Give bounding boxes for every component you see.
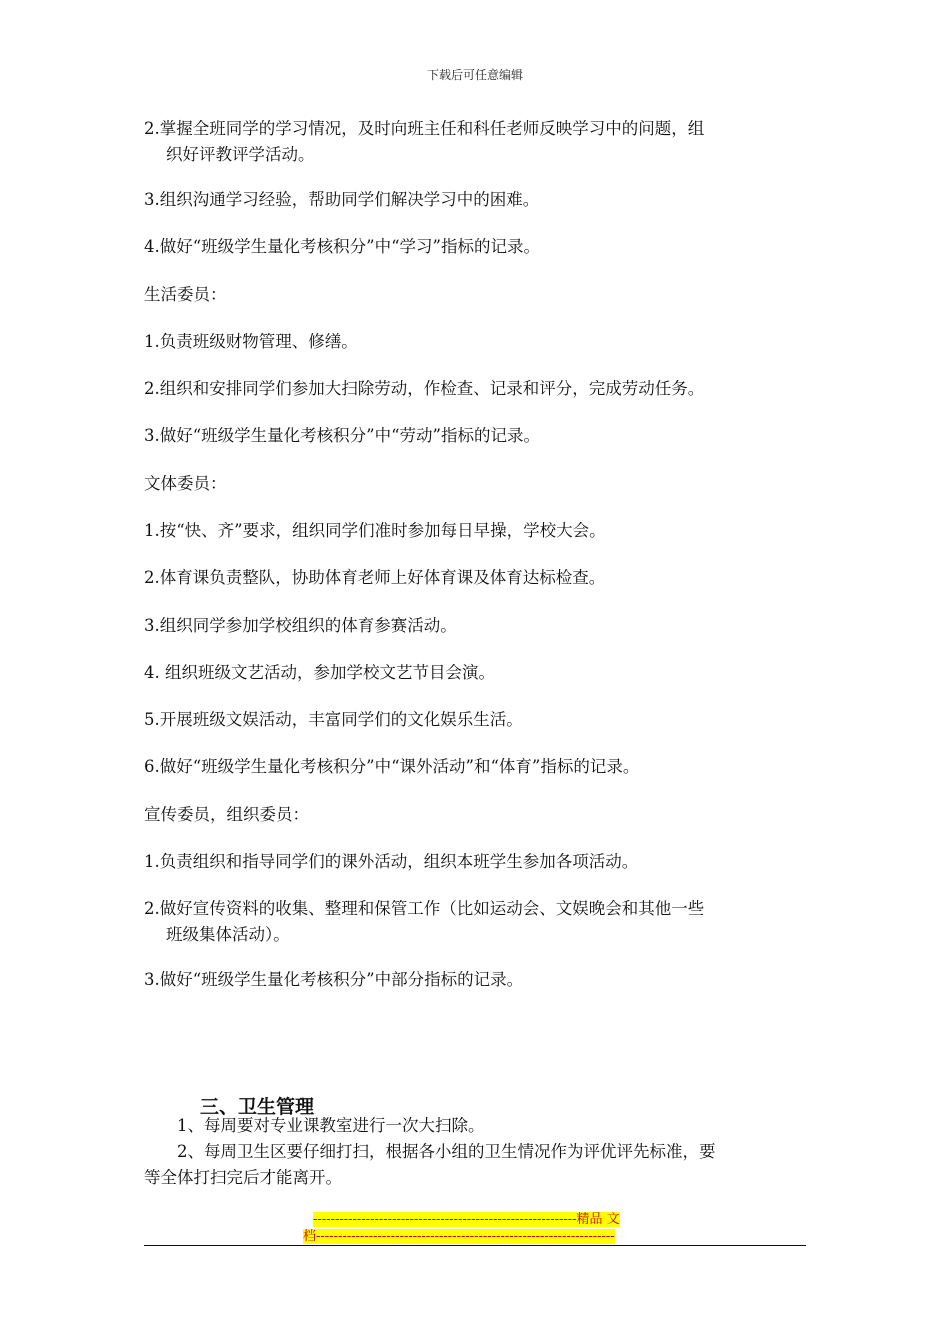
section-item: 2、每周卫生区要仔细打扫，根据各小组的卫生情况作为评优评先标准，要: [177, 1142, 716, 1161]
list-item: [144, 376, 806, 402]
section-item: 1、每周要对专业课教室进行一次大扫除。: [177, 1116, 485, 1135]
footer-divider: [144, 1245, 806, 1246]
list-item: [144, 187, 806, 213]
paragraph-line: 宣传委员，组织委员：: [144, 805, 309, 824]
list-item: [144, 754, 806, 780]
paragraph-line: 1.负责班级财物管理、修缮。: [144, 332, 358, 351]
list-item: [144, 967, 806, 993]
paragraph-line: 4. 组织班级文艺活动，参加学校文艺节目会演。: [144, 663, 495, 682]
paragraph-line: 6.做好“班级学生量化考核积分”中“课外活动”和“体育”指标的记录。: [144, 757, 640, 776]
list-item: [144, 234, 806, 260]
footer-watermark: [303, 1211, 648, 1245]
footer-line: 档--------------------------------------------------------------------: [303, 1229, 615, 1244]
list-item: [144, 613, 806, 639]
paragraph-line: 生活委员：: [144, 285, 227, 304]
footer-line: ------------------------------------------------------------精品 文: [313, 1212, 620, 1227]
list-item: [144, 116, 806, 168]
paragraph-line: 3.做好“班级学生量化考核积分”中“劳动”指标的记录。: [144, 426, 540, 445]
role-heading: [144, 282, 806, 308]
paragraph-line: 1.负责组织和指导同学们的课外活动，组织本班学生参加各项活动。: [144, 852, 639, 871]
paragraph-line: 2.体育课负责整队，协助体育老师上好体育课及体育达标检查。: [144, 568, 606, 587]
list-item: [144, 849, 806, 875]
paragraph-line: 2.做好宣传资料的收集、整理和保管工作（比如运动会、文娱晚会和其他一些: [144, 899, 705, 918]
paragraph-line: 3.组织沟通学习经验，帮助同学们解决学习中的困难。: [144, 190, 540, 209]
paragraph-line: 文体委员：: [144, 474, 227, 493]
paragraph-line: 1.按“快、齐”要求，组织同学们准时参加每日早操，学校大会。: [144, 521, 606, 540]
list-item: [144, 565, 806, 591]
list-item: [144, 423, 806, 449]
paragraph-line-continued: 织好评教评学活动。: [166, 145, 315, 164]
list-item: [144, 707, 806, 733]
paragraph-line: 3.组织同学参加学校组织的体育参赛活动。: [144, 616, 457, 635]
paragraph-line: 4.做好“班级学生量化考核积分”中“学习”指标的记录。: [144, 237, 540, 256]
role-heading: [144, 471, 806, 497]
list-item: [144, 329, 806, 355]
list-item: [144, 660, 806, 686]
list-item: [144, 896, 806, 948]
section-title: 三、卫生管理: [200, 1096, 315, 1118]
section-item-continued: 等全体打扫完后才能离开。: [144, 1168, 342, 1187]
paragraph-line: 5.开展班级文娱活动，丰富同学们的文化娱乐生活。: [144, 710, 523, 729]
list-item: [144, 518, 806, 544]
paragraph-line-continued: 班级集体活动）。: [166, 925, 290, 944]
role-heading: [144, 802, 806, 828]
page-header: 下载后可任意编辑: [426, 68, 523, 82]
paragraph-line: 3.做好“班级学生量化考核积分”中部分指标的记录。: [144, 970, 524, 989]
paragraph-line: 2.掌握全班同学的学习情况，及时向班主任和科任老师反映学习中的问题，组: [144, 119, 705, 138]
paragraph-line: 2.组织和安排同学们参加大扫除劳动，作检查、记录和评分，完成劳动任务。: [144, 379, 705, 398]
